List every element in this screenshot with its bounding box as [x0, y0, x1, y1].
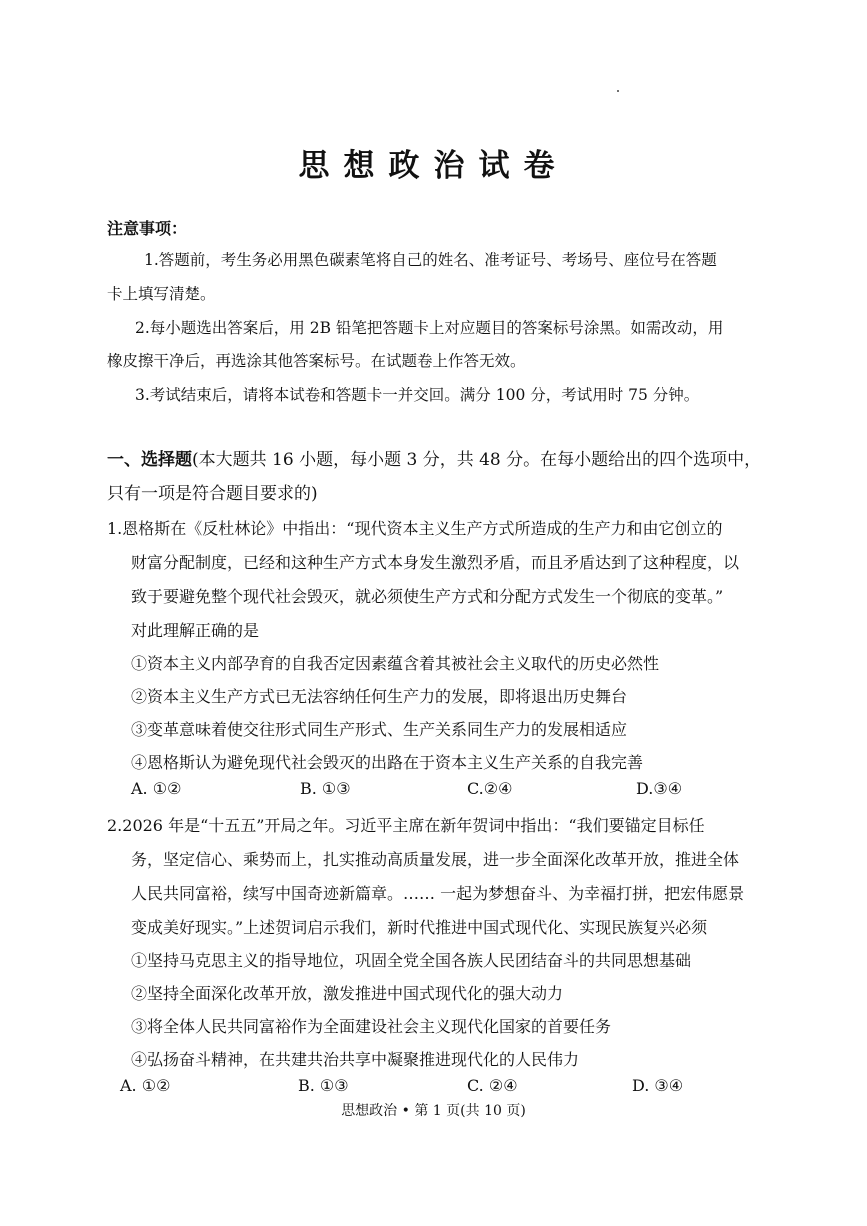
- q1-stem-line: 对此理解正确的是: [131, 621, 260, 640]
- q2-stem-line: 2.2026 年是“十五五”开局之年。习近平主席在新年贺词中指出：“我们要锚定目标任: [107, 816, 705, 835]
- q1-stem-line: 致于要避免整个现代社会毁灭，就必须使生产方式和分配方式发生一个彻底的变革。”: [131, 587, 724, 606]
- q1-stem-line: 1.恩格斯在《反杜林论》中指出：“现代资本主义生产方式所造成的生产力和由它创立的: [107, 519, 723, 538]
- q2-stem-line: 变成美好现实。”上述贺词启示我们，新时代推进中国式现代化、实现民族复兴必须: [131, 918, 708, 937]
- q1-item: ④恩格斯认为避免现代社会毁灭的出路在于资本主义生产关系的自我完善: [131, 753, 644, 772]
- q1-item: ①资本主义内部孕育的自我否定因素蕴含着其被社会主义取代的历史必然性: [131, 654, 660, 673]
- page-footer: 思想政治 • 第 1 页(共 10 页): [341, 1103, 526, 1119]
- notice-line: 2.每小题选出答案后，用 2B 铅笔把答题卡上对应题目的答案标号涂黑。如需改动，用: [135, 319, 724, 337]
- notice-line: 卡上填写清楚。: [107, 285, 216, 303]
- scan-speck: [617, 90, 619, 92]
- q2-item: ④弘扬奋斗精神，在共建共治共享中凝聚推进现代化的人民伟力: [131, 1050, 580, 1069]
- q1-option-a: A. ①②: [131, 779, 182, 798]
- q2-option-b: B. ①③: [298, 1076, 349, 1095]
- notice-line: 3.考试结束后，请将本试卷和答题卡一并交回。满分 100 分，考试用时 75 分钟。: [135, 386, 700, 404]
- q2-stem-line: 人民共同富裕，续写中国奇迹新篇章。…… 一起为梦想奋斗、为幸福打拼，把宏伟愿景: [131, 884, 745, 903]
- section-description: (本大题共 16 小题，每小题 3 分，共 48 分。在每小题给出的四个选项中，: [192, 450, 762, 470]
- q1-option-d: D.③④: [636, 779, 683, 798]
- notice-line: 1.答题前，考生务必用黑色碳素笔将自己的姓名、准考证号、考场号、座位号在答题: [144, 251, 717, 269]
- notice-heading: 注意事项：: [107, 219, 188, 238]
- section-heading: 一、选择题: [107, 450, 192, 470]
- q2-options: [0, 1076, 867, 1098]
- q2-stem-line: 务，坚定信心、乘势而上，扎实推动高质量发展，进一步全面深化改革开放，推进全体: [131, 850, 740, 869]
- q2-option-c: C. ②④: [467, 1076, 518, 1095]
- notice-line: 橡皮擦干净后，再选涂其他答案标号。在试题卷上作答无效。: [107, 352, 526, 370]
- q1-option-b: B. ①③: [300, 779, 351, 798]
- section-description-line2: 只有一项是符合题目要求的): [107, 484, 318, 504]
- q2-option-d: D. ③④: [632, 1076, 684, 1095]
- q2-item: ③将全体人民共同富裕作为全面建设社会主义现代化国家的首要任务: [131, 1017, 612, 1036]
- q2-option-a: A. ①②: [120, 1076, 171, 1095]
- section-heading-line: [107, 450, 761, 470]
- q1-option-c: C.②④: [467, 779, 513, 798]
- q1-stem-line: 财富分配制度，已经和这种生产方式本身发生激烈矛盾，而且矛盾达到了这种程度，以: [131, 553, 740, 572]
- q2-item: ①坚持马克思主义的指导地位，巩固全党全国各族人民团结奋斗的共同思想基础: [131, 951, 692, 970]
- q1-options: [0, 779, 867, 801]
- q1-item: ③变革意味着使交往形式同生产形式、生产关系同生产力的发展相适应: [131, 720, 628, 739]
- q1-item: ②资本主义生产方式已无法容纳任何生产力的发展，即将退出历史舞台: [131, 687, 628, 706]
- page-title: 思想政治试卷: [298, 148, 569, 184]
- q2-item: ②坚持全面深化改革开放，激发推进中国式现代化的强大动力: [131, 984, 564, 1003]
